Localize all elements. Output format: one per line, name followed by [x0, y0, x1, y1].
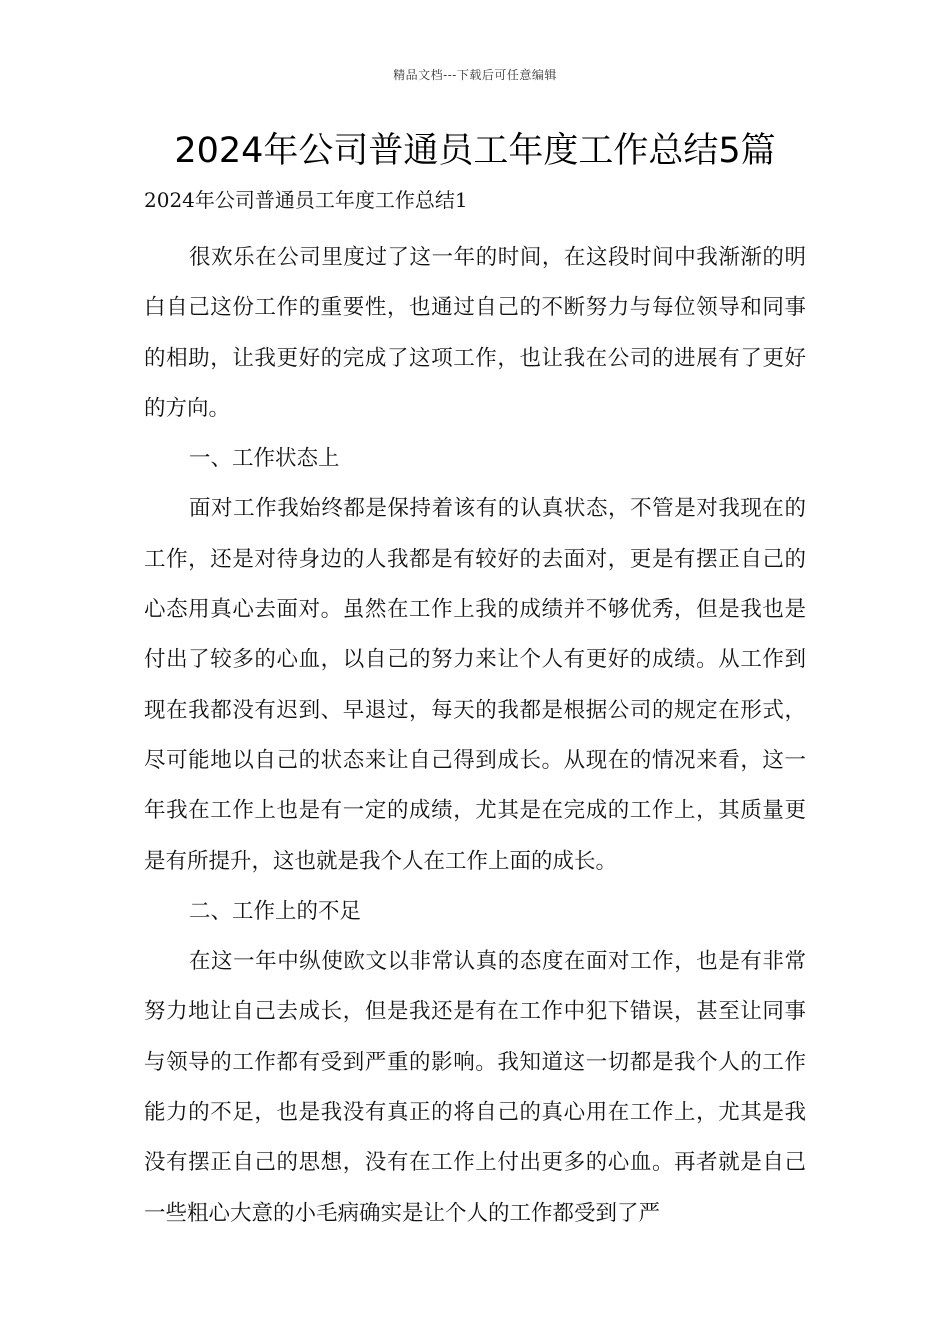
paragraph-intro: 很欢乐在公司里度过了这一年的时间，在这段时间中我渐渐的明白自己这份工作的重要性，也通过自己的不断努力与每位领导和同事的相助，让我更好的完成了这项工作，也让我在公司的进展有了更好的方向。	[144, 245, 806, 421]
section-heading-work-status: 一、工作状态上	[189, 446, 340, 472]
paragraph-work-status: 面对工作我始终都是保持着该有的认真状态，不管是对我现在的工作，还是对待身边的人我都是有较好的去面对，更是有摆正自己的心态用真心去面对。虽然在工作上我的成绩并不够优秀，但是我也是付出了较多的心血，以自己的努力来让个人有更好的成绩。从工作到现在我都没有迟到、早退过，每天的我都是根据公司的规定在形式，尽可能地以自己的状态来让自己得到成长。从现在的情况来看，这一年我在工作上也是有一定的成绩，尤其是在完成的工作上，其质量更是有所提升，这也就是我个人在工作上面的成长。	[144, 496, 806, 874]
document-title: 2024年公司普通员工年度工作总结5篇	[174, 131, 776, 171]
document-body	[144, 233, 806, 1239]
section-subtitle: 2024年公司普通员工年度工作总结1	[144, 188, 468, 212]
section-heading-shortcomings: 二、工作上的不足	[189, 898, 362, 924]
header-note: 精品文档---下载后可任意编辑	[393, 68, 557, 82]
paragraph-shortcomings: 在这一年中纵使欧文以非常认真的态度在面对工作，也是有非常努力地让自己去成长，但是我还是有在工作中犯下错误，甚至让同事与领导的工作都有受到严重的影响。我知道这一切都是我个人的工作能力的不足，也是我没有真正的将自己的真心用在工作上，尤其是我没有摆正自己的思想，没有在工作上付出更多的心血。再者就是自己一些粗心大意的小毛病确实是让个人的工作都受到了严	[144, 949, 806, 1226]
